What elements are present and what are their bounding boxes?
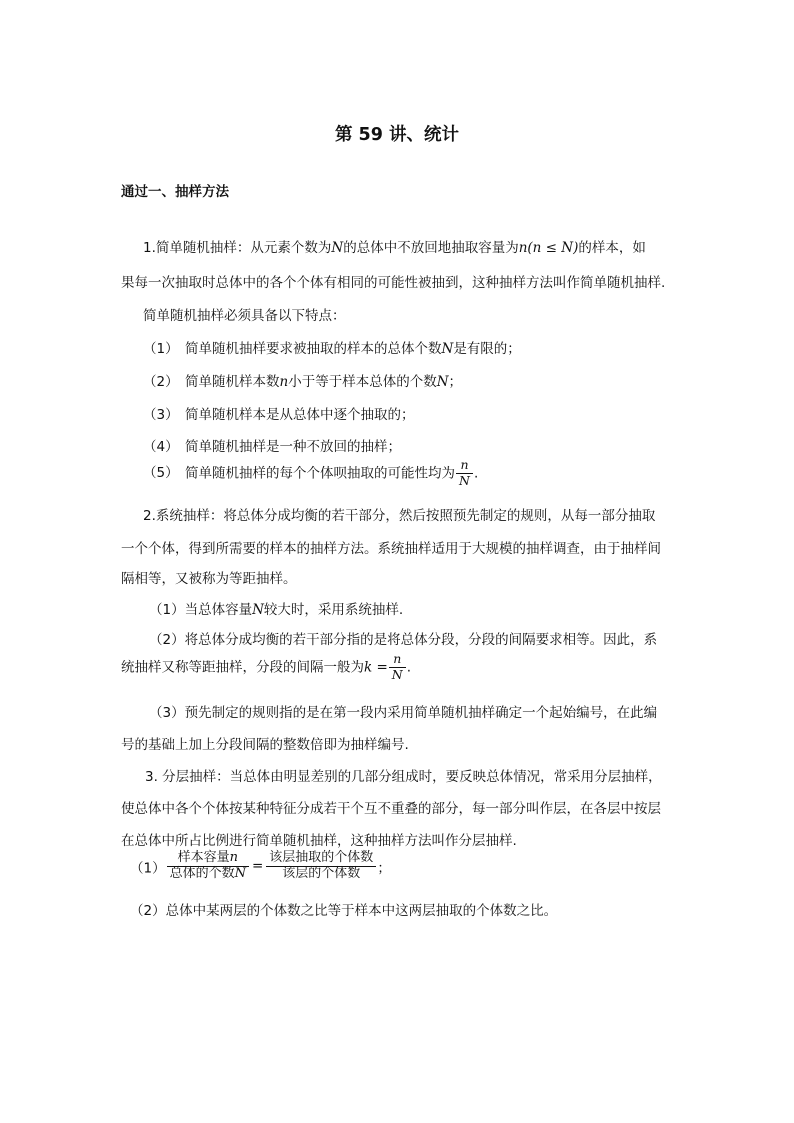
feature-text-mid: 小于等于样本总体的个数 bbox=[288, 374, 437, 390]
formula-k: k = bbox=[364, 659, 388, 676]
fraction-n-over-N bbox=[456, 458, 473, 489]
var-N: N bbox=[252, 602, 264, 618]
p2-sub1 bbox=[149, 598, 403, 618]
p1-text-a: 1.简单随机抽样：从元素个数为 bbox=[143, 240, 332, 256]
section-heading: 通过一、抽样方法 bbox=[121, 184, 229, 200]
p1-line1 bbox=[143, 236, 646, 256]
period: . bbox=[473, 465, 479, 482]
formula-n-le-N: n(n ≤ N) bbox=[518, 240, 579, 256]
var-N: N bbox=[436, 374, 449, 390]
fraction-numerator: n bbox=[389, 652, 406, 668]
feature-number: （4） bbox=[143, 439, 179, 455]
fraction-denominator: N bbox=[391, 667, 403, 683]
p2-sub2-line1: （2）将总体分成均衡的若干部分指的是将总体分段，分段的间隔要求相等。因此，系 bbox=[149, 632, 658, 648]
fraction-sample-size-over-total bbox=[167, 851, 249, 882]
p3-line2: 使总体中各个个体按某种特征分成若干个互不重叠的部分，每一部分叫作层，在各层中按层 bbox=[121, 801, 661, 817]
sub1-text: （1）当总体容量 bbox=[149, 602, 253, 618]
denominator-text: 总体的个数 bbox=[169, 865, 235, 881]
fraction-layer-sample-over-layer-total bbox=[266, 851, 376, 882]
var-n: n bbox=[279, 374, 289, 390]
feature-number: （1） bbox=[143, 341, 179, 357]
fraction-n-over-N bbox=[389, 652, 406, 683]
feature-number: （5） bbox=[143, 465, 179, 482]
p1-text-b: 的总体中不放回地抽取容量为 bbox=[343, 240, 519, 256]
feature-number: （3） bbox=[143, 407, 179, 423]
p1-text-c: 的样本，如 bbox=[578, 240, 646, 256]
period: . bbox=[406, 659, 412, 676]
fraction-numerator: n bbox=[456, 458, 473, 474]
p2-line1: 2.系统抽样：将总体分成均衡的若干部分，然后按照预先制定的规则，从每一部分抽取 bbox=[143, 508, 656, 524]
feature-text: 简单随机抽样的每个个体呗抽取的可能性均为 bbox=[185, 465, 455, 482]
p2-sub3-line1: （3）预先制定的规则指的是在第一段内采用简单随机抽样确定一个起始编号，在此编 bbox=[149, 705, 658, 721]
formula-number: （1） bbox=[130, 860, 166, 877]
sub2-text: 统抽样又称等距抽样，分段的间隔一般为 bbox=[121, 659, 364, 676]
feature-item bbox=[143, 403, 415, 423]
numerator-text: 样本容量 bbox=[177, 850, 230, 865]
equals-sign: = bbox=[251, 858, 264, 875]
feature-text: 简单随机抽样是一种不放回的抽样； bbox=[185, 439, 401, 455]
var-n: n bbox=[229, 850, 238, 865]
fraction-denominator: 该层的个体数 bbox=[282, 865, 361, 881]
stratified-formula bbox=[130, 851, 391, 882]
feature-text: 简单随机样本是从总体中逐个抽取的； bbox=[185, 407, 415, 423]
p1-line2: 果每一次抽取时总体中的各个个体有相同的可能性被抽到，这种抽样方法叫作简单随机抽样. bbox=[121, 275, 666, 291]
feature-number: （2） bbox=[143, 374, 179, 390]
feature-text: 简单随机抽样要求被抽取的样本的总体个数 bbox=[185, 341, 442, 357]
semicolon: ； bbox=[377, 860, 391, 877]
p3-line3: 在总体中所占比例进行简单随机抽样，这种抽样方法叫作分层抽样. bbox=[121, 833, 517, 849]
fraction-numerator: 该层抽取的个体数 bbox=[266, 851, 376, 867]
p2-line3: 隔相等，又被称为等距抽样。 bbox=[121, 571, 297, 587]
var-N: N bbox=[441, 341, 454, 357]
feature-item bbox=[143, 435, 401, 455]
feature-item bbox=[143, 370, 462, 390]
feature-text-end: ； bbox=[448, 374, 463, 390]
feature-text-end: 是有限的； bbox=[453, 341, 521, 357]
var-N: N bbox=[234, 865, 246, 881]
page-title: 第 59 讲、统计 bbox=[334, 125, 460, 145]
fraction-denominator bbox=[167, 867, 249, 882]
p3-line1: 3. 分层抽样：当总体由明显差别的几部分组成时，要反映总体情况，常采用分层抽样， bbox=[145, 769, 662, 785]
p2-sub2-line2 bbox=[121, 652, 411, 683]
p2-line2: 一个个体，得到所需要的样本的抽样方法。系统抽样适用于大规模的抽样调查，由于抽样间 bbox=[121, 541, 661, 557]
stratified-rule-2: （2）总体中某两层的个体数之比等于样本中这两层抽取的个体数之比。 bbox=[130, 903, 558, 919]
var-N: N bbox=[331, 240, 344, 256]
fraction-numerator bbox=[167, 851, 249, 867]
features-intro: 简单随机抽样必须具备以下特点： bbox=[143, 308, 346, 324]
feature-item bbox=[143, 337, 521, 357]
fraction-denominator: N bbox=[459, 473, 470, 489]
feature-text: 简单随机样本数 bbox=[185, 374, 280, 390]
p2-sub3-line2: 号的基础上加上分段间隔的整数倍即为抽样编号. bbox=[121, 737, 409, 753]
feature-item bbox=[143, 458, 478, 489]
sub1-text-end: 较大时，采用系统抽样. bbox=[263, 602, 404, 618]
